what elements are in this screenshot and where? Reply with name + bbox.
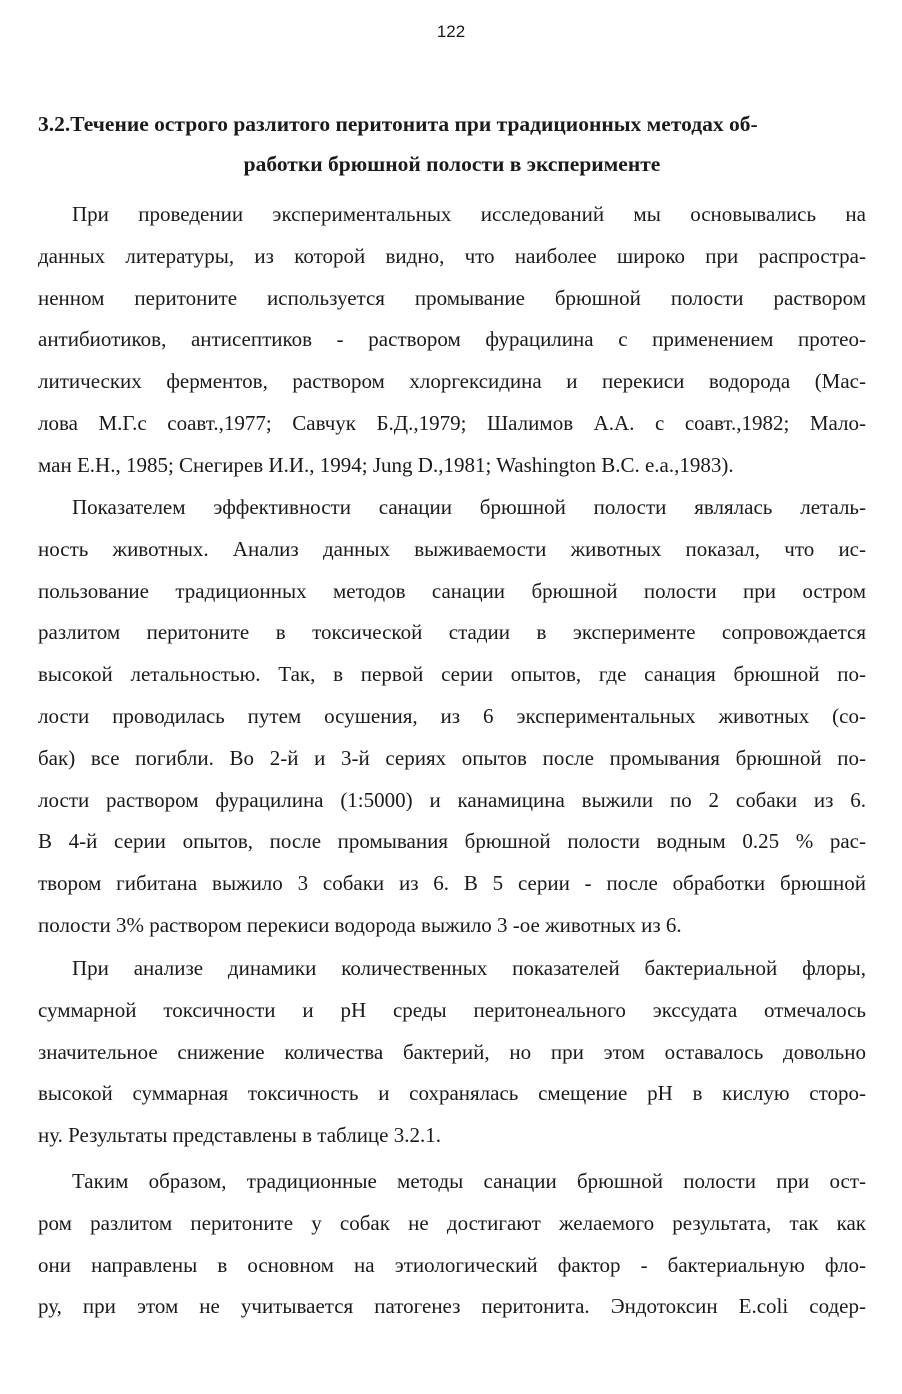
text-line: разлитом перитоните в токсической стадии в эксперименте сопровождается (38, 620, 866, 645)
page-number: 122 (436, 22, 466, 41)
text-line: В 4-й серии опытов, после промывания брюшной полости водным 0.25 % рас- (38, 829, 866, 854)
text-line: полости 3% раствором перекиси водорода выжило 3 -ое животных из 6. (38, 912, 682, 937)
text-line: ру, при этом не учитывается патогенез перитонита. Эндотоксин E.coli содер- (38, 1294, 866, 1319)
text-line: Таким образом, традиционные методы санации брюшной полости при ост- (72, 1169, 866, 1193)
text-line: ну. Результаты представлены в таблице 3.2.1. (38, 1123, 441, 1148)
text-line: высокой суммарная токсичность и сохранялась смещение рН в кислую сторо- (38, 1081, 866, 1106)
text-line: твором гибитана выжило 3 собаки из 6. В 5 серии - после обработки брюшной (38, 871, 866, 896)
text-line: литических ферментов, раствором хлоргексидина и перекиси водорода (Мас- (38, 369, 866, 394)
paragraph-lethality (38, 487, 866, 947)
text-line: суммарной токсичности и рН среды перитонеального экссудата отмечалось (38, 997, 866, 1022)
section-heading (38, 104, 866, 184)
text-line: ненном перитоните используется промывание брюшной полости раствором (38, 285, 866, 310)
text-line: лости раствором фурацилина (1:5000) и канамицина выжили по 2 собаки из 6. (38, 787, 866, 812)
text-line: ность животных. Анализ данных выживаемости животных показал, что ис- (38, 536, 866, 561)
section-heading-line: работки брюшной полости в эксперименте (243, 152, 661, 176)
text-line: При анализе динамики количественных показателей бактериальной флоры, (72, 956, 866, 980)
text-line: пользование традиционных методов санации брюшной полости при остром (38, 578, 866, 603)
text-line: они направлены в основном на этиологический фактор - бактериальную фло- (38, 1252, 866, 1277)
paragraph-methods-literature (38, 194, 866, 487)
text-line: лости проводилась путем осушения, из 6 экспериментальных животных (со- (38, 703, 866, 728)
text-line: данных литературы, из которой видно, что наиболее широко при распростра- (38, 243, 866, 268)
paragraph-conclusion (38, 1161, 866, 1328)
text-line: ром разлитом перитоните у собак не достигают желаемого результата, так как (38, 1210, 866, 1235)
text-line: лова М.Г.с соавт.,1977; Савчук Б.Д.,1979; Шалимов А.А. с соавт.,1982; Мало- (38, 410, 866, 435)
text-line: значительное снижение количества бактерий, но при этом оставалось довольно (38, 1039, 866, 1064)
text-line: При проведении экспериментальных исследований мы основывались на (72, 202, 866, 226)
paragraph-bacterial-dynamics (38, 948, 866, 1157)
text-line: ман Е.Н., 1985; Снегирев И.И., 1994; Jung D.,1981; Washington B.C. e.a.,1983). (38, 452, 734, 477)
text-line: высокой летальностью. Так, в первой серии опытов, где санация брюшной по- (38, 662, 866, 687)
section-heading-line: 3.2.Течение острого разлитого перитонита при традиционных методах об- (38, 112, 758, 136)
text-line: Показателем эффективности санации брюшной полости являлась леталь- (72, 495, 866, 519)
text-line: бак) все погибли. Во 2-й и 3-й сериях опытов после промывания брюшной по- (38, 745, 866, 770)
text-line: антибиотиков, антисептиков - раствором фурацилина с применением протео- (38, 327, 866, 352)
